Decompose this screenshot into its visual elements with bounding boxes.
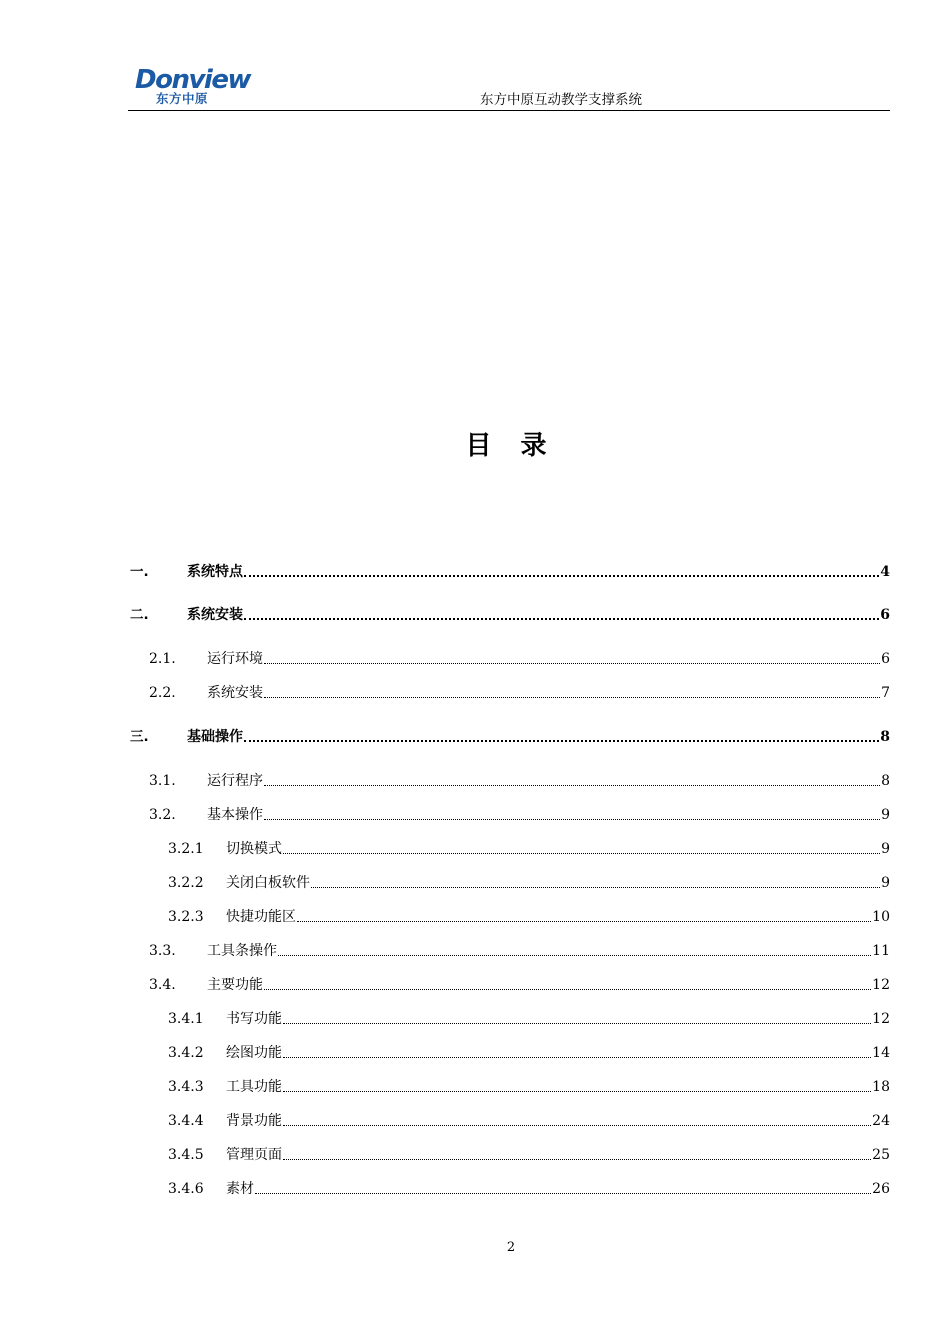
toc-entry-page: 26 xyxy=(872,1181,890,1197)
toc-entry-title: 素材 xyxy=(226,1181,254,1197)
toc-dot-leader xyxy=(264,696,880,698)
toc-entry-page: 12 xyxy=(872,977,890,993)
toc-dot-leader xyxy=(283,1124,871,1126)
toc-entry[interactable] xyxy=(149,649,890,669)
toc-entry-title: 基础操作 xyxy=(187,729,243,745)
toc-entry-page: 7 xyxy=(881,685,890,701)
toc-entry-title: 主要功能 xyxy=(207,977,263,993)
toc-entry-title: 运行环境 xyxy=(207,651,263,667)
toc-entry-number: 3.1. xyxy=(149,773,176,789)
toc-entry-title: 基本操作 xyxy=(207,807,263,823)
toc-dot-leader xyxy=(283,1056,871,1058)
toc-entry[interactable] xyxy=(130,562,890,582)
toc-entry-number: 2.2. xyxy=(149,685,176,701)
toc-entry-title: 工具功能 xyxy=(226,1079,282,1095)
toc-entry[interactable] xyxy=(168,907,890,927)
toc-dot-leader xyxy=(244,739,879,742)
toc-entry-number: 3.3. xyxy=(149,943,176,959)
toc-entry-number: 3.4.4 xyxy=(168,1113,204,1129)
toc-entry-number: 2.1. xyxy=(149,651,176,667)
toc-entry[interactable] xyxy=(130,727,890,747)
toc-entry-page: 4 xyxy=(880,564,890,580)
toc-dot-leader xyxy=(311,886,880,888)
toc-entry-page: 12 xyxy=(872,1011,890,1027)
toc-dot-leader xyxy=(264,818,880,820)
toc-dot-leader xyxy=(278,954,871,956)
toc-entry-page: 8 xyxy=(880,729,890,745)
toc-entry-number: 3.2. xyxy=(149,807,176,823)
toc-entry[interactable] xyxy=(149,805,890,825)
toc-entry-number: 3.4.5 xyxy=(168,1147,204,1163)
toc-entry-title: 管理页面 xyxy=(226,1147,282,1163)
toc-dot-leader xyxy=(283,1022,871,1024)
toc-entry-number: 一. xyxy=(130,564,149,580)
toc-entry[interactable] xyxy=(168,873,890,893)
toc-dot-leader xyxy=(255,1192,871,1194)
toc-dot-leader xyxy=(264,988,871,990)
toc-entry[interactable] xyxy=(168,1043,890,1063)
toc-entry[interactable] xyxy=(168,1145,890,1165)
toc-entry-page: 6 xyxy=(880,607,890,623)
page-number: 2 xyxy=(506,1240,516,1255)
toc-entry-number: 三. xyxy=(130,729,149,745)
toc-entry-number: 3.4. xyxy=(149,977,176,993)
toc-entry-title: 切换模式 xyxy=(226,841,282,857)
toc-entry-title: 系统安装 xyxy=(187,607,243,623)
toc-entry-title: 书写功能 xyxy=(226,1011,282,1027)
toc-entry[interactable] xyxy=(168,1077,890,1097)
toc-entry-number: 3.2.1 xyxy=(168,841,204,857)
toc-entry[interactable] xyxy=(130,605,890,625)
logo-wordmark: Donview xyxy=(135,65,250,95)
toc-entry-title: 工具条操作 xyxy=(207,943,277,959)
toc-dot-leader xyxy=(264,784,880,786)
toc-entry-number: 3.4.1 xyxy=(168,1011,204,1027)
toc-entry[interactable] xyxy=(168,1009,890,1029)
toc-entry-page: 8 xyxy=(881,773,890,789)
toc-entry[interactable] xyxy=(168,839,890,859)
toc-entry-number: 3.4.3 xyxy=(168,1079,204,1095)
toc-entry-title: 关闭白板软件 xyxy=(226,875,310,891)
toc-entry-page: 6 xyxy=(881,651,890,667)
toc-entry[interactable] xyxy=(168,1179,890,1199)
toc-entry-number: 3.4.2 xyxy=(168,1045,204,1061)
toc-entry-title: 绘图功能 xyxy=(226,1045,282,1061)
toc-entry-page: 14 xyxy=(872,1045,890,1061)
toc-entry[interactable] xyxy=(149,975,890,995)
toc-entry-number: 二. xyxy=(130,607,149,623)
toc-entry-title: 快捷功能区 xyxy=(226,909,296,925)
toc-entry[interactable] xyxy=(168,1111,890,1131)
toc-entry-title: 系统安装 xyxy=(207,685,263,701)
toc-entry[interactable] xyxy=(149,771,890,791)
toc-entry-title: 运行程序 xyxy=(207,773,263,789)
toc-dot-leader xyxy=(244,574,879,577)
toc-dot-leader xyxy=(297,920,871,922)
toc-entry-number: 3.2.3 xyxy=(168,909,204,925)
toc-entry-title: 背景功能 xyxy=(226,1113,282,1129)
toc-entry-page: 18 xyxy=(872,1079,890,1095)
toc-entry-page: 25 xyxy=(872,1147,890,1163)
toc-entry[interactable] xyxy=(149,683,890,703)
toc-heading: 目 录 xyxy=(465,431,557,461)
toc-entry-page: 11 xyxy=(872,943,890,959)
toc-entry-page: 9 xyxy=(881,841,890,857)
toc-entry-number: 3.4.6 xyxy=(168,1181,204,1197)
toc-entry-page: 10 xyxy=(872,909,890,925)
header-title: 东方中原互动教学支撑系统 xyxy=(480,92,642,108)
logo-chinese-name: 东方中原 xyxy=(156,91,209,106)
toc-dot-leader xyxy=(264,662,880,664)
toc-dot-leader xyxy=(283,852,880,854)
toc-entry-page: 9 xyxy=(881,875,890,891)
toc-entry[interactable] xyxy=(149,941,890,961)
toc-dot-leader xyxy=(283,1090,871,1092)
toc-entry-page: 9 xyxy=(881,807,890,823)
toc-entry-title: 系统特点 xyxy=(187,564,243,580)
toc-entry-page: 24 xyxy=(872,1113,890,1129)
toc-dot-leader xyxy=(244,617,879,620)
toc-entry-number: 3.2.2 xyxy=(168,875,204,891)
toc-dot-leader xyxy=(283,1158,871,1160)
